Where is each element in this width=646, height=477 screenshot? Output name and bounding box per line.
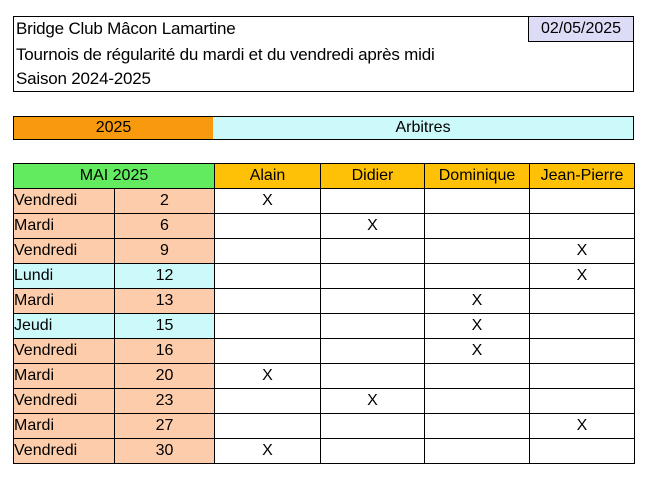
- assignment-cell: X: [321, 389, 425, 414]
- table-row: [14, 214, 635, 239]
- date-cell: 2: [115, 189, 215, 214]
- assignment-cell: [321, 414, 425, 439]
- assignment-cell: [321, 239, 425, 264]
- current-date: 02/05/2025: [528, 16, 634, 42]
- assignment-cell: X: [425, 314, 530, 339]
- assignment-cell: [215, 214, 321, 239]
- date-cell: 12: [115, 264, 215, 289]
- assignment-cell: [215, 389, 321, 414]
- table-row: [14, 239, 635, 264]
- table-row: [14, 264, 635, 289]
- table-row: [14, 414, 635, 439]
- referee-header-didier: Didier: [321, 164, 425, 189]
- assignment-cell: [321, 289, 425, 314]
- assignment-cell: [215, 289, 321, 314]
- assignment-cell: [425, 439, 530, 464]
- assignment-cell: X: [215, 189, 321, 214]
- club-name: Bridge Club Mâcon Lamartine: [16, 19, 236, 38]
- assignment-cell: [425, 364, 530, 389]
- assignment-cell: X: [530, 239, 635, 264]
- date-cell: 23: [115, 389, 215, 414]
- assignment-cell: [530, 289, 635, 314]
- day-cell: Mardi: [14, 214, 115, 239]
- year-label: 2025: [13, 116, 214, 140]
- assignment-cell: X: [215, 439, 321, 464]
- assignment-cell: [425, 189, 530, 214]
- day-cell: Mardi: [14, 289, 115, 314]
- assignment-cell: [530, 214, 635, 239]
- assignment-cell: [425, 239, 530, 264]
- schedule-table: [13, 163, 635, 464]
- day-cell: Lundi: [14, 264, 115, 289]
- referee-header-jean-pierre: Jean-Pierre: [530, 164, 635, 189]
- season-label: Saison 2024-2025: [16, 69, 151, 88]
- date-cell: 15: [115, 314, 215, 339]
- date-cell: 9: [115, 239, 215, 264]
- date-cell: 6: [115, 214, 215, 239]
- date-cell: 30: [115, 439, 215, 464]
- assignment-cell: X: [215, 364, 321, 389]
- table-row: [14, 314, 635, 339]
- day-cell: Vendredi: [14, 439, 115, 464]
- assignment-cell: [321, 339, 425, 364]
- assignment-cell: [321, 189, 425, 214]
- date-cell: 27: [115, 414, 215, 439]
- assignment-cell: X: [530, 264, 635, 289]
- assignment-cell: [530, 339, 635, 364]
- table-row: [14, 289, 635, 314]
- assignment-cell: [215, 239, 321, 264]
- assignment-cell: X: [321, 214, 425, 239]
- assignment-cell: [215, 314, 321, 339]
- assignment-cell: [425, 264, 530, 289]
- assignment-cell: [530, 439, 635, 464]
- day-cell: Vendredi: [14, 239, 115, 264]
- assignment-cell: [321, 364, 425, 389]
- month-header: MAI 2025: [14, 164, 215, 189]
- assignment-cell: [425, 414, 530, 439]
- assignment-cell: [530, 389, 635, 414]
- assignment-cell: [425, 214, 530, 239]
- assignment-cell: [321, 314, 425, 339]
- table-row: [14, 439, 635, 464]
- referee-header-alain: Alain: [215, 164, 321, 189]
- assignment-cell: [530, 364, 635, 389]
- table-row: [14, 364, 635, 389]
- assignment-cell: [530, 189, 635, 214]
- assignment-cell: [215, 339, 321, 364]
- table-row: [14, 339, 635, 364]
- schedule-body: [14, 189, 635, 464]
- date-cell: 13: [115, 289, 215, 314]
- table-row: [14, 189, 635, 214]
- arbitres-label: Arbitres: [213, 116, 634, 140]
- date-cell: 16: [115, 339, 215, 364]
- day-cell: Vendredi: [14, 189, 115, 214]
- assignment-cell: [425, 389, 530, 414]
- date-cell: 20: [115, 364, 215, 389]
- assignment-cell: X: [425, 339, 530, 364]
- assignment-cell: [321, 264, 425, 289]
- assignment-cell: X: [530, 414, 635, 439]
- day-cell: Mardi: [14, 364, 115, 389]
- day-cell: Vendredi: [14, 339, 115, 364]
- assignment-cell: [321, 439, 425, 464]
- table-row: [14, 389, 635, 414]
- day-cell: Vendredi: [14, 389, 115, 414]
- day-cell: Jeudi: [14, 314, 115, 339]
- subtitle: Tournois de régularité du mardi et du vendredi après midi: [16, 45, 435, 64]
- table-header-row: [14, 164, 635, 189]
- assignment-cell: [215, 414, 321, 439]
- assignment-cell: [215, 264, 321, 289]
- assignment-cell: X: [425, 289, 530, 314]
- referee-header-dominique: Dominique: [425, 164, 530, 189]
- day-cell: Mardi: [14, 414, 115, 439]
- assignment-cell: [530, 314, 635, 339]
